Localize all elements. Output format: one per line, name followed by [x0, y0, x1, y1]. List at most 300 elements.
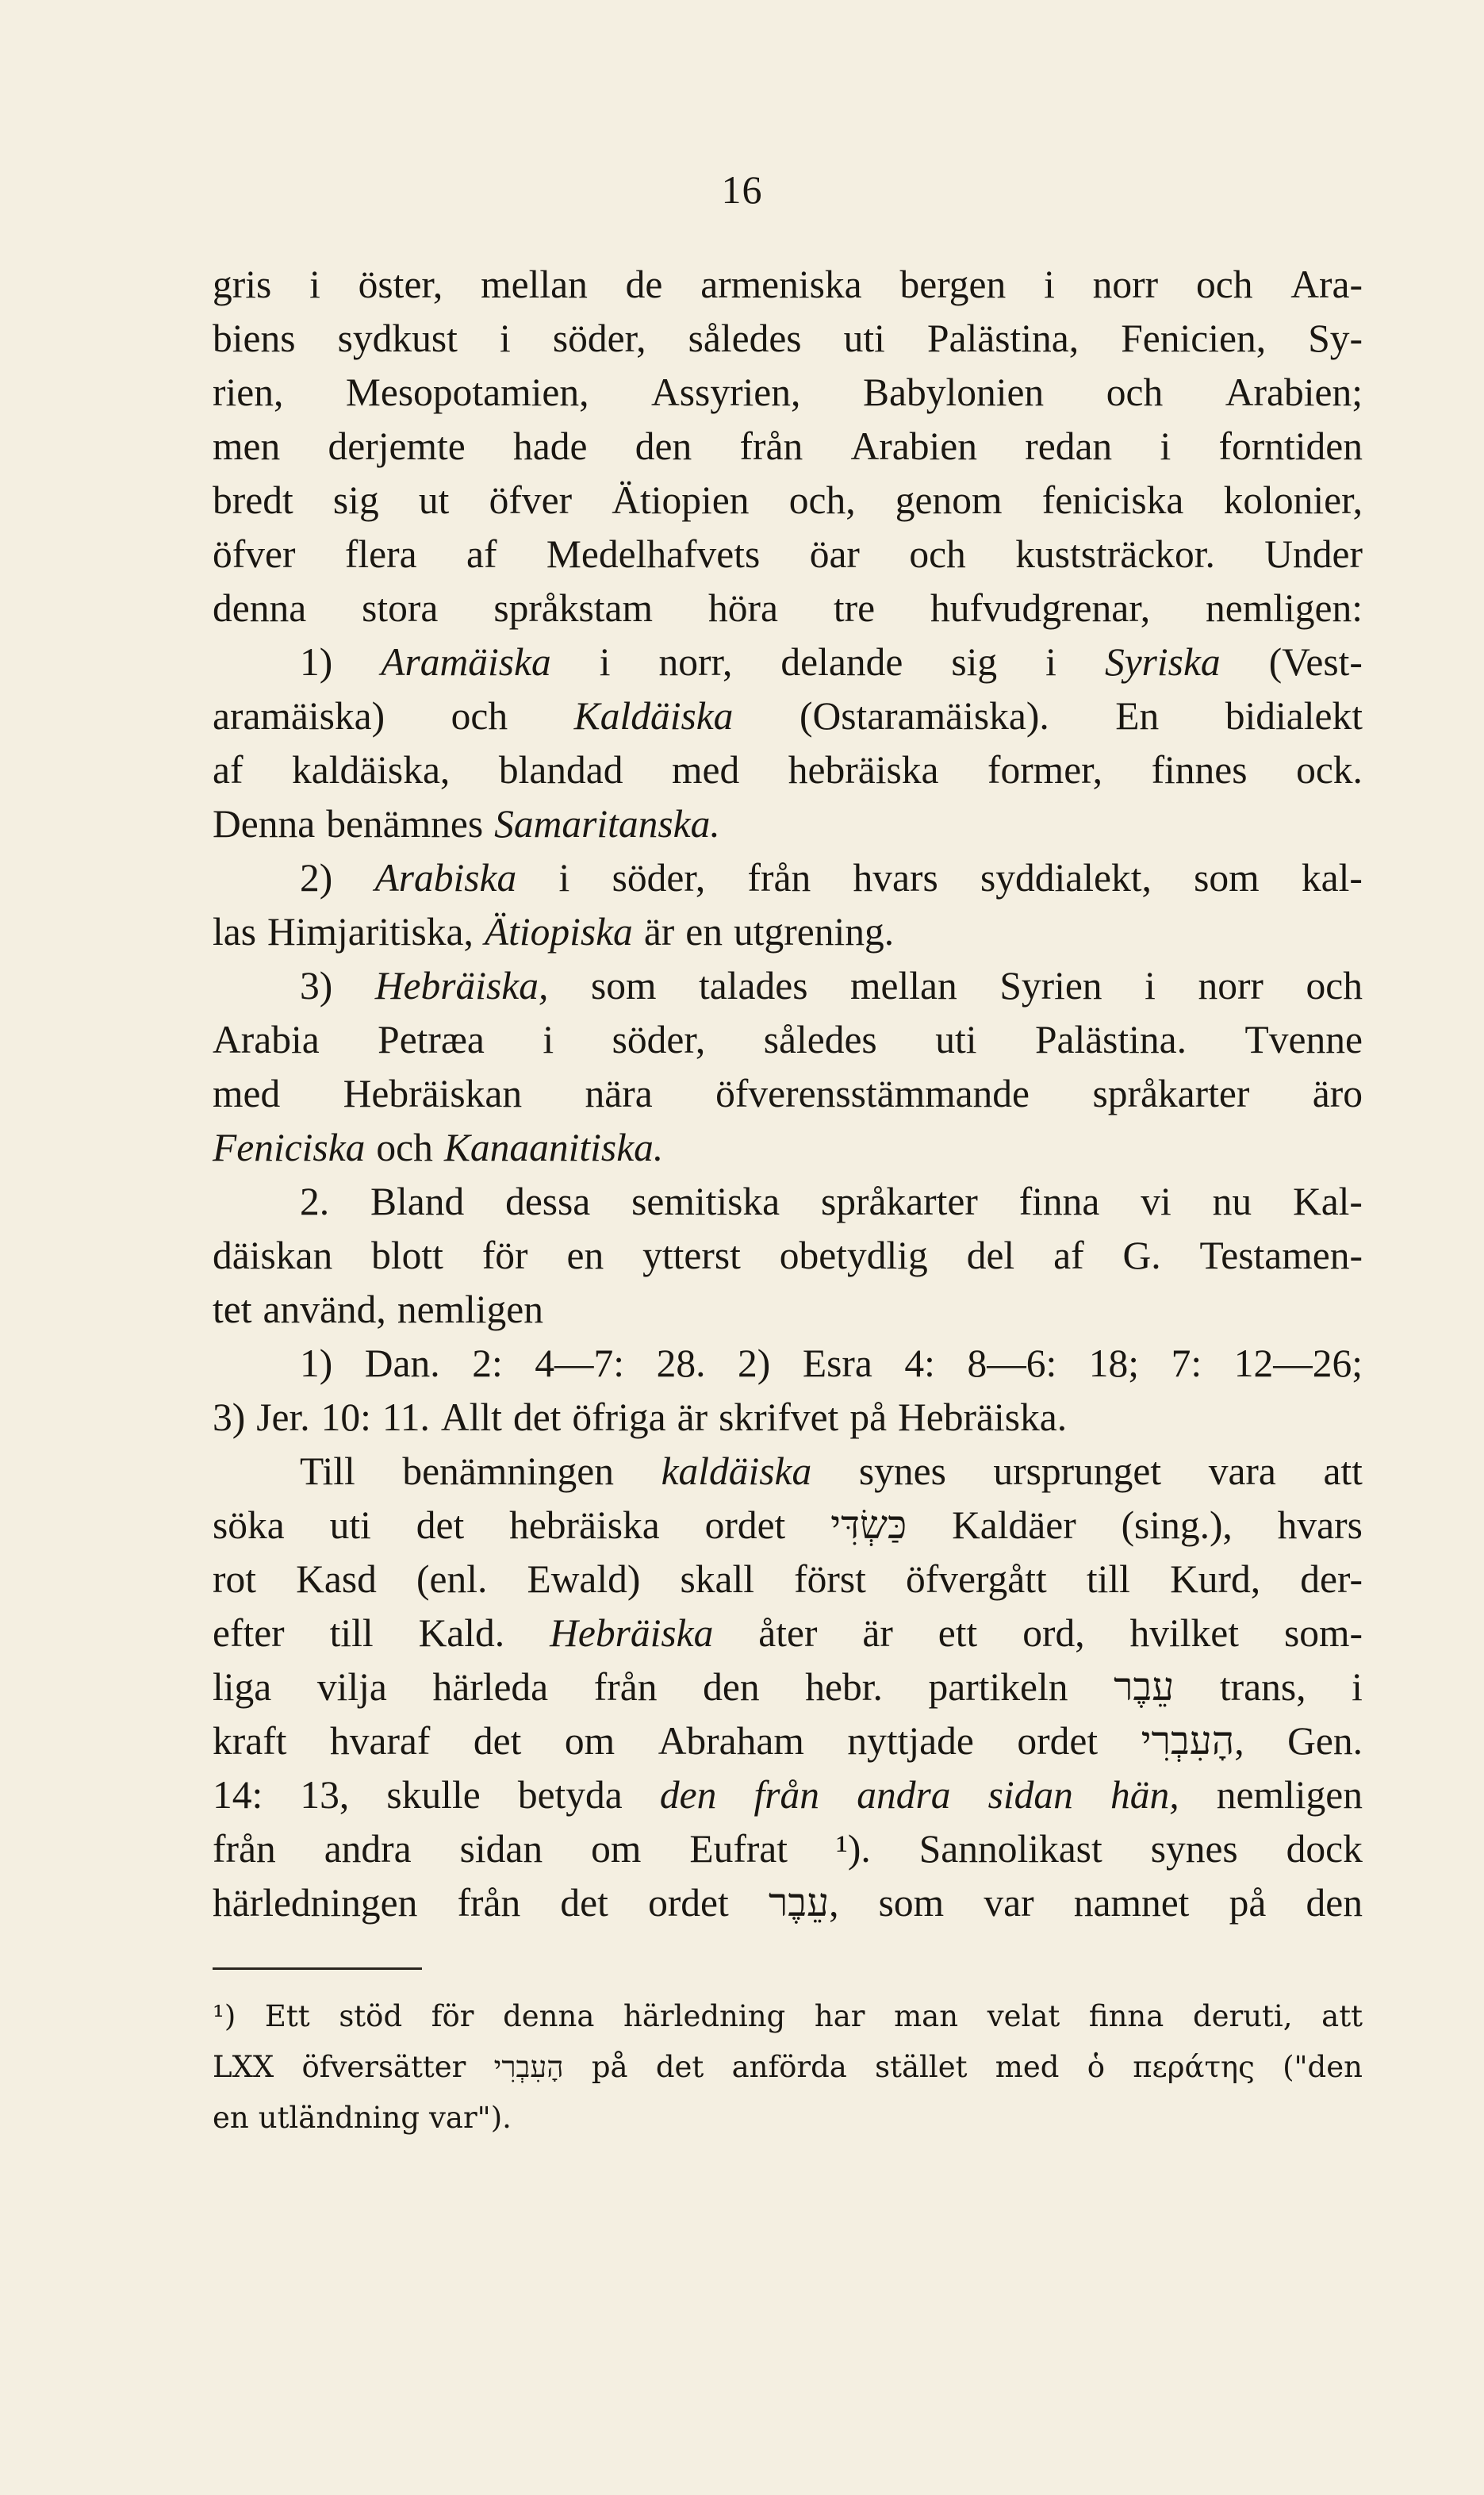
word: Eufrat	[689, 1827, 788, 1871]
word: har	[814, 1999, 865, 2033]
word: 4—7:	[535, 1342, 625, 1385]
body-line	[213, 312, 1363, 366]
word: Ewald)	[527, 1557, 641, 1601]
word: aramäiska)	[213, 694, 385, 738]
word: norr	[1198, 964, 1264, 1008]
word: en	[213, 2101, 249, 2135]
word: derjemte	[328, 424, 466, 468]
word: mellan	[850, 964, 957, 1008]
word: 1)	[300, 1342, 333, 1385]
word: och	[451, 694, 508, 738]
word: af	[466, 532, 497, 576]
body-line	[213, 851, 1363, 905]
word: öfversätter	[301, 2050, 466, 2084]
body-line	[213, 528, 1363, 582]
word: kraft	[213, 1719, 287, 1763]
word: däiskan	[213, 1234, 333, 1277]
word: vilja	[316, 1665, 387, 1709]
word: הָעִבְרִי,	[1141, 1719, 1244, 1763]
word: i	[1160, 424, 1171, 468]
word: 2:	[472, 1342, 503, 1385]
word: Hebräiskan	[343, 1072, 523, 1115]
body-line	[213, 366, 1363, 420]
body-line	[213, 635, 1363, 689]
word: 2)	[300, 856, 333, 900]
word: är	[862, 1611, 893, 1655]
word: Dan.	[364, 1342, 440, 1385]
word: från	[457, 1881, 521, 1925]
word: ord,	[1022, 1611, 1085, 1655]
word: andra	[857, 1773, 951, 1817]
word: blott	[371, 1234, 443, 1277]
word: ytterst	[642, 1234, 741, 1277]
word: kuststräckor.	[1015, 532, 1215, 576]
word: stället	[875, 2050, 968, 2084]
word: former,	[987, 748, 1103, 792]
word: af	[213, 748, 243, 792]
word: åter	[758, 1611, 818, 1655]
word: härleda	[432, 1665, 549, 1709]
word: öfvergått	[906, 1557, 1047, 1601]
body-line	[213, 1499, 1363, 1553]
word: forntiden	[1218, 424, 1363, 468]
word: utländning	[258, 2101, 420, 2135]
word: öfver	[489, 478, 573, 522]
body-line	[213, 1391, 1363, 1445]
word: den	[1306, 1881, 1363, 1925]
word: 4:	[904, 1342, 935, 1385]
word: sidan	[987, 1773, 1073, 1817]
word: således	[688, 317, 802, 360]
word: 1)	[300, 640, 333, 684]
word: Fenicien,	[1121, 317, 1267, 360]
word: är	[643, 910, 675, 954]
word: 12—26;	[1233, 1342, 1363, 1385]
body-line	[213, 1714, 1363, 1768]
word: således	[763, 1018, 877, 1061]
word: som	[1194, 856, 1260, 900]
word: velat	[987, 1999, 1060, 2033]
footnote-line	[213, 2042, 1363, 2093]
word: syddialekt,	[980, 856, 1152, 900]
word: den	[635, 424, 692, 468]
word: Till	[300, 1449, 355, 1493]
word: härledning	[623, 1999, 786, 2033]
body-line	[213, 420, 1363, 474]
word: i	[558, 856, 570, 900]
word: bidialekt	[1225, 694, 1363, 738]
word: det	[512, 1395, 562, 1439]
word: och	[376, 1126, 433, 1169]
word: talades	[699, 964, 808, 1008]
word: Medelhafvets	[546, 532, 761, 576]
word: blandad	[498, 748, 623, 792]
footnote	[213, 1991, 1363, 2144]
word: i	[1352, 1665, 1363, 1709]
word: semitiska	[631, 1180, 780, 1223]
word: från	[747, 856, 811, 900]
word: denna	[213, 586, 307, 630]
word: Sannolikast	[918, 1827, 1102, 1871]
word: ursprunget	[993, 1449, 1162, 1493]
word: skrifvet	[719, 1395, 839, 1439]
word: äro	[1312, 1072, 1363, 1115]
word: ock.	[1296, 748, 1363, 792]
word: nära	[585, 1072, 653, 1115]
word: öfver	[213, 532, 296, 576]
word: hvars	[853, 856, 938, 900]
word: הָעִבְרִי	[493, 2050, 564, 2084]
body-line	[213, 1067, 1363, 1121]
word: trans,	[1219, 1665, 1306, 1709]
word: om	[591, 1827, 642, 1871]
word: benämnes	[326, 802, 484, 846]
word: för	[481, 1234, 528, 1277]
word: ordet	[704, 1503, 786, 1547]
body-text	[213, 258, 1363, 1930]
word: och	[1106, 370, 1164, 414]
word: var").	[429, 2101, 512, 2135]
word: nemligen	[1216, 1773, 1363, 1817]
word: hvilket	[1129, 1611, 1239, 1655]
word: Assyrien,	[651, 370, 801, 414]
word: Abraham	[658, 1719, 804, 1763]
word: Ara-	[1290, 263, 1363, 306]
word: kaldäiska,	[291, 748, 451, 792]
word: ett	[938, 1611, 978, 1655]
word: Kasd	[296, 1557, 377, 1601]
word: uti	[843, 317, 885, 360]
body-line	[213, 1283, 1363, 1337]
word: och	[1306, 964, 1363, 1008]
word: Hebräiska,	[374, 964, 549, 1008]
word: finna	[1018, 1180, 1100, 1223]
word: är	[677, 1395, 708, 1439]
word: från	[754, 1773, 820, 1817]
word: Under	[1264, 532, 1363, 576]
word: partikeln	[928, 1665, 1068, 1709]
word: Jer.	[256, 1395, 310, 1439]
word: Ätiopiska	[484, 910, 633, 954]
word: Kaldäer	[952, 1503, 1076, 1547]
word: i	[1045, 640, 1056, 684]
word: 14:	[213, 1773, 263, 1817]
word: dessa	[505, 1180, 591, 1223]
word: söder,	[612, 856, 706, 900]
word: med	[672, 748, 740, 792]
word: skall	[680, 1557, 755, 1601]
word: Kurd,	[1170, 1557, 1261, 1601]
word: deruti,	[1192, 1999, 1293, 2033]
word: hade	[512, 424, 588, 468]
word: ὁ	[1087, 2050, 1105, 2084]
word: sig	[332, 478, 379, 522]
word: denna	[503, 1999, 595, 2033]
word: Bland	[370, 1180, 465, 1223]
word: på	[1229, 1881, 1267, 1925]
word: kal-	[1301, 856, 1363, 900]
word: Allt	[440, 1395, 502, 1439]
word: Kal-	[1292, 1180, 1363, 1223]
body-line	[213, 1876, 1363, 1930]
word: sig	[951, 640, 998, 684]
word: utgrening.	[734, 910, 895, 954]
word: Samaritanska.	[494, 802, 720, 846]
word: härledningen	[213, 1881, 418, 1925]
word: betyda	[517, 1773, 623, 1817]
word: var	[984, 1881, 1034, 1925]
word: språkarter	[1092, 1072, 1250, 1115]
word: dock	[1286, 1827, 1363, 1871]
word: öfverensstämmande	[715, 1072, 1030, 1115]
word: från	[213, 1827, 276, 1871]
word: Mesopotamien,	[345, 370, 589, 414]
word: Arabia	[213, 1018, 320, 1061]
word: nemligen	[397, 1288, 544, 1331]
body-line	[213, 1175, 1363, 1229]
word: ("den	[1283, 2050, 1363, 2084]
word: och	[1195, 263, 1253, 306]
word: i	[1145, 964, 1156, 1008]
word: (Vest-	[1268, 640, 1363, 684]
word: Testamen-	[1199, 1234, 1363, 1277]
word: 3)	[300, 964, 333, 1008]
word: finna	[1088, 1999, 1164, 2033]
word: norr,	[658, 640, 733, 684]
word: Ätiopien	[612, 478, 750, 522]
word: man	[894, 1999, 959, 2033]
word: 18;	[1088, 1342, 1140, 1385]
body-line	[213, 905, 1363, 959]
word: Esra	[802, 1342, 872, 1385]
word: från	[593, 1665, 658, 1709]
word: vi	[1141, 1180, 1171, 1223]
word: Kald.	[418, 1611, 505, 1655]
word: att	[1323, 1449, 1363, 1493]
word: Syrien	[999, 964, 1102, 1008]
word: Palästina.	[1034, 1018, 1187, 1061]
word: delande	[780, 640, 903, 684]
word: nyttjade	[847, 1719, 974, 1763]
body-line	[213, 689, 1363, 743]
word: las	[213, 910, 256, 954]
word: hvars	[1277, 1503, 1363, 1547]
word: öster,	[358, 263, 443, 306]
word: söder,	[552, 317, 646, 360]
word: Syriska	[1104, 640, 1221, 684]
word: en	[685, 910, 723, 954]
word: feniciska	[1041, 478, 1184, 522]
word: det	[560, 1881, 608, 1925]
word: öar	[809, 532, 860, 576]
word: uti	[329, 1503, 371, 1547]
word: En	[1115, 694, 1160, 738]
word: armeniska	[700, 263, 862, 306]
word: en	[566, 1234, 604, 1277]
word: hebräiska	[788, 748, 939, 792]
word: till	[329, 1611, 374, 1655]
word: söder,	[612, 1018, 706, 1061]
word: kaldäiska	[661, 1449, 812, 1493]
word: (sing.),	[1121, 1503, 1233, 1547]
word: på	[849, 1395, 888, 1439]
word: Sy-	[1308, 317, 1363, 360]
word: 28.	[656, 1342, 706, 1385]
word: hebr.	[805, 1665, 883, 1709]
body-line	[213, 797, 1363, 851]
word: redan	[1025, 424, 1113, 468]
word: genom	[895, 478, 1003, 522]
word: språkstam	[493, 586, 654, 630]
word: LXX	[213, 2050, 274, 2084]
word: 11.	[382, 1395, 430, 1439]
word: Aramäiska	[381, 640, 551, 684]
word: af	[1053, 1234, 1084, 1277]
word: benämningen	[402, 1449, 614, 1493]
word: stora	[362, 586, 439, 630]
word: att	[1321, 1999, 1363, 2033]
word: 2.	[300, 1180, 330, 1223]
body-line	[213, 258, 1363, 312]
word: och,	[788, 478, 856, 522]
word: om	[564, 1719, 615, 1763]
word: den	[659, 1773, 717, 1817]
word: ¹)	[213, 1999, 236, 2033]
word: i	[1044, 263, 1055, 306]
word: Ett	[264, 1999, 310, 2033]
word: bergen	[899, 263, 1007, 306]
word: tet	[213, 1288, 252, 1331]
word: gris	[213, 263, 272, 306]
word: bredt	[213, 478, 293, 522]
word: Arabien	[850, 424, 977, 468]
word: Himjaritiska,	[267, 910, 474, 954]
word: Gen.	[1287, 1719, 1363, 1763]
footnote-rule	[213, 1967, 422, 1970]
word: ut	[418, 478, 450, 522]
word: i	[309, 263, 320, 306]
word: som	[878, 1881, 945, 1925]
body-line	[213, 1013, 1363, 1067]
word: andra	[324, 1827, 412, 1871]
word: namnet	[1073, 1881, 1190, 1925]
word: rien,	[213, 370, 284, 414]
word: ¹).	[836, 1827, 871, 1871]
word: nemligen:	[1206, 586, 1363, 630]
body-line	[213, 1606, 1363, 1660]
page-number: 16	[721, 167, 763, 212]
word: Hebräiska.	[898, 1395, 1068, 1439]
word: Tvenne	[1244, 1018, 1363, 1061]
word: Hebräiska	[550, 1611, 714, 1655]
word: liga	[213, 1665, 272, 1709]
body-line	[213, 474, 1363, 528]
word: Feniciska	[213, 1126, 366, 1169]
word: Petræa	[378, 1018, 485, 1061]
word: mellan	[481, 263, 588, 306]
word: (enl.	[416, 1557, 488, 1601]
word: nu	[1212, 1180, 1252, 1223]
word: och	[909, 532, 966, 576]
body-line	[213, 1822, 1363, 1876]
word: det	[655, 2050, 704, 2084]
word: hebräiska	[509, 1503, 660, 1547]
word: hän,	[1110, 1773, 1179, 1817]
body-line	[213, 1445, 1363, 1499]
word: höra	[707, 586, 778, 630]
word: men	[213, 424, 281, 468]
word: del	[966, 1234, 1015, 1277]
word: på	[591, 2050, 628, 2084]
word: vara	[1208, 1449, 1276, 1493]
word: hufvudgrenar,	[930, 586, 1151, 630]
word: stöd	[339, 1999, 403, 2033]
word: Arabien;	[1225, 370, 1363, 414]
word: rot	[213, 1557, 256, 1601]
word: biens	[213, 317, 296, 360]
word: anförda	[731, 2050, 847, 2084]
word: עֵבֶר,	[768, 1881, 839, 1925]
word: som-	[1283, 1611, 1363, 1655]
word: 10:	[320, 1395, 371, 1439]
word: (Ostaramäiska).	[799, 694, 1049, 738]
footnote-line	[213, 1991, 1363, 2042]
word: hvaraf	[329, 1719, 431, 1763]
word: sidan	[459, 1827, 543, 1871]
word: öfriga	[572, 1395, 666, 1439]
word: sydkust	[337, 317, 458, 360]
word: först	[794, 1557, 866, 1601]
word: efter	[213, 1611, 285, 1655]
word: der-	[1300, 1557, 1363, 1601]
word: G.	[1122, 1234, 1161, 1277]
word: kolonier,	[1223, 478, 1363, 522]
word: Kanaanitiska.	[443, 1126, 664, 1169]
body-line	[213, 1553, 1363, 1606]
word: Kaldäiska	[573, 694, 734, 738]
word: עֵבֶר	[1114, 1665, 1175, 1709]
word: i	[500, 317, 511, 360]
word: finnes	[1151, 748, 1248, 792]
word: Palästina,	[927, 317, 1079, 360]
word: Arabiska	[374, 856, 517, 900]
word: ordet	[648, 1881, 729, 1925]
word: synes	[1150, 1827, 1238, 1871]
word: det	[473, 1719, 522, 1763]
body-line	[213, 1337, 1363, 1391]
word: flera	[344, 532, 417, 576]
word: ordet	[1017, 1719, 1099, 1763]
word: språkarter	[820, 1180, 978, 1223]
word: använd,	[263, 1288, 386, 1331]
word: med	[213, 1072, 281, 1115]
word: de	[625, 263, 663, 306]
word: från	[739, 424, 803, 468]
word: med	[995, 2050, 1060, 2084]
word: 8—6:	[967, 1342, 1057, 1385]
word: det	[416, 1503, 465, 1547]
word: för	[431, 1999, 474, 2033]
word: som	[590, 964, 657, 1008]
word: i	[543, 1018, 554, 1061]
word: 3)	[213, 1395, 246, 1439]
word: 13,	[300, 1773, 350, 1817]
word: כַּשְׂדִּי	[830, 1503, 907, 1547]
word: den	[703, 1665, 760, 1709]
word: tre	[833, 586, 876, 630]
word: περάτης	[1133, 2050, 1255, 2084]
word: till	[1086, 1557, 1130, 1601]
